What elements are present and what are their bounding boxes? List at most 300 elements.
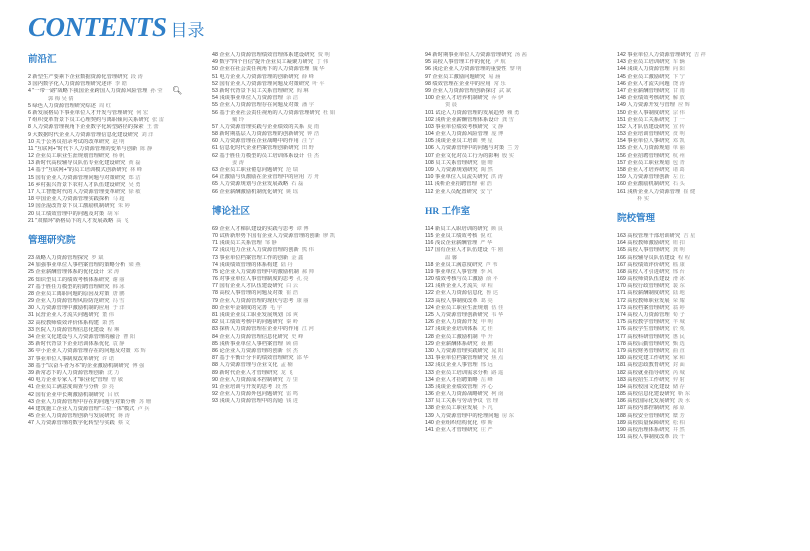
entry-author: 安 宁	[480, 188, 493, 195]
toc-entry[interactable]	[212, 95, 402, 102]
toc-entry[interactable]	[212, 66, 402, 73]
entry-title: 176 高校学生管理研究	[617, 326, 670, 333]
toc-entry[interactable]	[425, 74, 615, 81]
toc-entry[interactable]	[425, 413, 615, 420]
toc-entry[interactable]	[617, 233, 807, 240]
entry-author: 车 辆	[672, 59, 685, 66]
toc-entry[interactable]	[617, 283, 807, 290]
toc-entry[interactable]	[425, 427, 615, 434]
toc-entry[interactable]	[425, 319, 615, 326]
toc-entry[interactable]	[28, 81, 218, 88]
toc-entry[interactable]	[425, 298, 615, 305]
toc-entry[interactable]	[617, 413, 807, 420]
entry-author: 兰 芳	[507, 145, 520, 152]
toc-entry[interactable]	[617, 138, 807, 145]
toc-entry[interactable]	[28, 167, 218, 174]
entry-title: 105 浅谈企业员工培训	[425, 138, 478, 145]
entry-author: 谭 博	[296, 225, 309, 232]
entry-author: 周 红	[98, 102, 112, 109]
toc-entry[interactable]	[212, 341, 402, 348]
toc-entry[interactable]	[425, 362, 615, 369]
toc-entry[interactable]	[425, 348, 615, 355]
entry-title: 84 企业人力资源管理信息化研究	[212, 333, 289, 340]
entry-title: 163 高校管理干部培训研究	[617, 232, 681, 239]
entry-title: 132 浅议企业人事管理	[425, 362, 478, 369]
toc-entry[interactable]	[617, 319, 807, 326]
toc-entry[interactable]	[28, 196, 218, 203]
toc-entry[interactable]	[28, 399, 218, 406]
toc-entry[interactable]	[212, 370, 402, 377]
toc-entry[interactable]	[212, 269, 402, 276]
toc-entry[interactable]	[617, 334, 807, 341]
toc-entry[interactable]	[28, 305, 218, 312]
entry-author: 潘 宇	[301, 102, 314, 109]
toc-entry[interactable]	[28, 312, 218, 319]
toc-entry[interactable]	[28, 132, 218, 139]
toc-entry[interactable]	[425, 81, 615, 88]
entry-author: 傅 强	[132, 362, 145, 369]
entry-title: 85 浅析事业单位人事档案管理	[212, 340, 283, 347]
toc-entry[interactable]	[617, 66, 807, 73]
toc-entry[interactable]	[28, 291, 218, 298]
entry-author: 樊 星	[480, 138, 493, 145]
entry-author: 邓 凯	[672, 138, 685, 145]
toc-entry[interactable]	[425, 52, 615, 59]
toc-entry[interactable]	[425, 247, 615, 254]
toc-entry[interactable]	[28, 320, 218, 327]
entry-author: 甘 雨	[672, 87, 685, 94]
toc-entry[interactable]	[617, 341, 807, 348]
entry-title: 39 新常态下的人力资源管理创新	[28, 369, 105, 376]
toc-entry[interactable]	[425, 189, 615, 196]
toc-entry[interactable]	[212, 319, 402, 326]
entry-title: 15 国有企业人力资源管理问题与对策研究	[28, 174, 126, 181]
entry-author: 庄 严	[480, 427, 493, 433]
toc-entry[interactable]	[617, 269, 807, 276]
toc-entry[interactable]	[425, 167, 615, 174]
toc-entry[interactable]	[425, 233, 615, 240]
toc-entry[interactable]	[617, 348, 807, 355]
toc-entry[interactable]	[425, 398, 615, 405]
toc-entry[interactable]	[212, 153, 402, 160]
toc-entry[interactable]	[28, 284, 218, 291]
toc-entry[interactable]	[425, 290, 615, 297]
toc-entry[interactable]	[425, 377, 615, 384]
toc-entry[interactable]	[212, 255, 402, 262]
toc-entry[interactable]	[617, 420, 807, 427]
toc-entry[interactable]	[212, 348, 402, 355]
toc-entry[interactable]	[28, 88, 218, 95]
entry-author: 翁 婷	[672, 304, 685, 311]
toc-entry[interactable]	[28, 160, 218, 167]
entry-author: 封 面	[672, 362, 685, 369]
entry-title: 6 新发展格局下事业单位人才开发与管理研究	[28, 109, 134, 116]
toc-entry[interactable]	[212, 298, 402, 305]
entry-title: 122 企业人力资源信息化	[425, 290, 483, 297]
entry-title: 170 高校行政管理研究	[617, 283, 670, 290]
entry-author: 井 然	[672, 427, 685, 433]
toc-entry[interactable]	[617, 131, 807, 138]
entry-title: 177 高校科研管理研究	[617, 333, 670, 340]
entry-author: 钟 浩	[307, 131, 320, 138]
toc-entry[interactable]	[28, 277, 218, 284]
toc-entry[interactable]	[425, 131, 615, 138]
toc-entry[interactable]	[617, 153, 807, 160]
entry-author: 吉 祥	[693, 52, 706, 58]
toc-entry[interactable]	[28, 392, 218, 399]
toc-entry[interactable]	[28, 103, 218, 110]
toc-entry[interactable]	[28, 211, 218, 218]
toc-entry[interactable]	[28, 189, 218, 196]
toc-column-3	[425, 52, 615, 434]
toc-entry[interactable]	[425, 153, 615, 160]
toc-entry[interactable]	[212, 110, 402, 117]
entry-author: 家 和	[672, 355, 685, 362]
toc-entry[interactable]	[212, 88, 402, 95]
toc-entry[interactable]	[212, 305, 402, 312]
entry-author: 江 河	[301, 326, 314, 333]
entry-author: 松 柏	[672, 419, 685, 426]
entry-author: 康 丽	[296, 297, 309, 304]
entry-title: 186 高校国际化发展研究	[617, 398, 675, 405]
entry-title: 112 企业人员配置研究	[425, 188, 478, 195]
toc-entry[interactable]	[425, 355, 615, 362]
toc-entry[interactable]	[617, 326, 807, 333]
toc-entry[interactable]	[212, 276, 402, 283]
toc-entry[interactable]	[425, 240, 615, 247]
entry-title: 147 企业薪酬管理研究	[617, 87, 670, 94]
toc-entry[interactable]	[425, 334, 615, 341]
toc-entry[interactable]	[617, 181, 807, 188]
entry-author: 左 丘	[672, 174, 685, 181]
toc-entry[interactable]	[425, 110, 615, 117]
toc-entry[interactable]	[28, 363, 218, 370]
toc-entry[interactable]	[28, 110, 218, 117]
toc-entry[interactable]	[425, 262, 615, 269]
toc-entry[interactable]	[617, 52, 807, 59]
entry-title: 61 信息化时代企业档案管理创新研究	[212, 145, 299, 152]
entry-author: 饶 涛	[672, 80, 685, 87]
toc-entry[interactable]	[617, 276, 807, 283]
entry-author: 於 菟	[672, 326, 685, 333]
entry-title: 133 企业员工培训需求分析	[425, 369, 489, 376]
entry-author: 杭 州	[672, 152, 685, 159]
toc-entry[interactable]	[28, 341, 218, 348]
toc-entry[interactable]	[212, 262, 402, 269]
toc-entry[interactable]	[28, 420, 218, 427]
toc-entry[interactable]	[425, 95, 615, 102]
entry-title: 45 企业人力资源管理创新与发展研究	[28, 413, 115, 420]
entry-author: 贾 明	[317, 52, 330, 58]
entry-title: 5 绿色人力资源管理研究综述	[28, 102, 96, 109]
entry-title: 120 绩效考核与员工激励	[425, 276, 483, 283]
toc-entry[interactable]	[28, 298, 218, 305]
toc-entry[interactable]	[28, 117, 218, 124]
entry-title: 181 高校思政教育研究	[617, 362, 670, 369]
entry-title: 183 高校招生工作研究	[617, 376, 670, 383]
entry-title: 56 基于企业社会责任视角的人力资源管理研究	[212, 109, 321, 116]
toc-entry[interactable]	[617, 377, 807, 384]
toc-entry[interactable]	[425, 283, 615, 290]
toc-entry[interactable]	[212, 391, 402, 398]
entry-title: 136 企业人力资源战略研究	[425, 391, 489, 398]
toc-entry[interactable]	[212, 355, 402, 362]
entry-author: 于 洋	[112, 305, 125, 312]
entry-author: 邴 原	[672, 405, 685, 412]
entry-title: 13 新时代高校辅导员队伍专业化建设研究	[28, 160, 126, 167]
entry-title: 20 员工绩效管理中的问题及对策	[28, 210, 105, 217]
toc-entry[interactable]	[617, 59, 807, 66]
toc-entry[interactable]	[617, 160, 807, 167]
toc-entry[interactable]	[425, 384, 615, 391]
toc-entry[interactable]	[425, 226, 615, 233]
toc-entry[interactable]	[617, 405, 807, 412]
toc-entry[interactable]	[212, 74, 402, 81]
toc-entry[interactable]	[425, 305, 615, 312]
toc-entry[interactable]	[212, 334, 402, 341]
toc-entry[interactable]	[212, 326, 402, 333]
toc-entry[interactable]	[425, 341, 615, 348]
entry-author: 赵 明	[112, 138, 125, 145]
toc-entry[interactable]	[617, 124, 807, 131]
toc-entry[interactable]	[617, 102, 807, 109]
toc-entry[interactable]	[212, 283, 402, 290]
toc-entry[interactable]	[425, 276, 615, 283]
entry-author: 洪 涛	[490, 174, 503, 181]
toc-entry[interactable]	[212, 226, 402, 233]
entry-title: 167 高校绩效评价研究	[617, 261, 670, 268]
toc-entry[interactable]	[617, 262, 807, 269]
toc-entry[interactable]	[28, 153, 218, 160]
toc-entry[interactable]	[617, 298, 807, 305]
toc-entry[interactable]	[28, 146, 218, 153]
toc-entry[interactable]	[617, 95, 807, 102]
toc-entry[interactable]	[617, 427, 807, 434]
toc-entry[interactable]	[28, 327, 218, 334]
entry-title: 76 对事业单位人事管理制度的思考	[212, 276, 294, 283]
toc-entry[interactable]	[425, 117, 615, 124]
toc-entry[interactable]	[212, 181, 402, 188]
toc-entry[interactable]	[28, 269, 218, 276]
toc-entry[interactable]	[617, 434, 807, 441]
entry-title: 29 企业人力资源管理风险防范研究	[28, 298, 110, 305]
entry-title: 138 企业员工职业发展	[425, 405, 478, 412]
toc-entry[interactable]	[212, 233, 402, 240]
entry-author: 冯 雪	[112, 298, 125, 305]
toc-entry[interactable]	[617, 362, 807, 369]
toc-entry[interactable]	[425, 174, 615, 181]
toc-entry[interactable]	[28, 139, 218, 146]
entry-author: 吴 勇	[128, 181, 141, 188]
entry-author: 龚 明	[672, 247, 685, 254]
entry-title: 33 医院人力资源管理信息化建设	[28, 326, 105, 333]
entry-author: 俞 平	[485, 276, 499, 283]
toc-entry[interactable]	[28, 262, 218, 269]
toc-entry[interactable]	[28, 356, 218, 363]
toc-entry[interactable]	[425, 145, 615, 152]
toc-entry[interactable]	[212, 81, 402, 88]
entry-title: 182 高校就业指导研究	[617, 369, 670, 376]
toc-entry[interactable]	[617, 174, 807, 181]
entry-author: 尹 航	[493, 59, 506, 66]
toc-entry[interactable]	[28, 182, 218, 189]
toc-entry[interactable]	[212, 384, 402, 391]
entry-author: 邓 辉	[133, 348, 146, 355]
entry-continuation: 戴 玲	[232, 116, 245, 123]
toc-entry[interactable]	[212, 174, 402, 181]
toc-entry[interactable]	[617, 240, 807, 247]
entry-title: 94 新时期事业单位人力资源管理研究	[425, 52, 512, 58]
entry-author: 苏 珊	[139, 398, 152, 405]
entry-author: 曹 阳	[123, 334, 136, 340]
toc-entry[interactable]	[28, 370, 218, 377]
entry-title: 44 建筑施工企业人力资源管理"三位一体"模式	[28, 405, 135, 412]
entry-title: 30 人力资源管理中激励机制的应用	[28, 305, 110, 312]
toc-entry[interactable]	[212, 398, 402, 405]
toc-entry[interactable]	[28, 384, 218, 391]
toc-entry[interactable]	[28, 74, 218, 81]
toc-entry[interactable]	[425, 370, 615, 377]
toc-entry[interactable]	[212, 362, 402, 369]
toc-entry[interactable]	[28, 377, 218, 384]
entry-author: 吕 欣	[107, 391, 120, 398]
toc-entry[interactable]	[617, 189, 807, 196]
entry-author: 田 野	[301, 145, 314, 152]
toc-entry[interactable]	[617, 167, 807, 174]
entry-author: 陶 然	[480, 167, 493, 173]
entry-title: 184 高校校园文化建设	[617, 383, 670, 390]
entry-author: 李 皓	[114, 81, 127, 88]
entry-title: 41 企业员工满意度调查与分析	[28, 384, 99, 391]
toc-entry[interactable]	[425, 312, 615, 319]
toc-entry[interactable]	[425, 181, 615, 188]
entry-title: 10 关于公务员招录考试的改革研究	[28, 138, 110, 145]
toc-entry[interactable]	[617, 247, 807, 254]
toc-entry[interactable]	[617, 88, 807, 95]
entry-author: 滑 冰	[672, 276, 685, 283]
toc-entry[interactable]	[28, 175, 218, 182]
toc-entry[interactable]	[212, 131, 402, 138]
entry-author: 路 遥	[491, 369, 504, 376]
entry-author: 常 乐	[493, 80, 506, 87]
toc-entry[interactable]	[425, 391, 615, 398]
toc-entry[interactable]	[212, 59, 402, 66]
entry-author: 包 青	[672, 159, 685, 166]
toc-entry[interactable]	[425, 405, 615, 412]
entry-author: 殷 实	[501, 152, 514, 159]
entry-title: 47 人力资源管理的数字化转型与实践	[28, 420, 115, 427]
toc-entry[interactable]	[212, 145, 402, 152]
toc-entry[interactable]	[617, 355, 807, 362]
toc-entry[interactable]	[425, 59, 615, 66]
toc-entry[interactable]	[212, 167, 402, 174]
entry-title: 70 试析新形势下国有企业人力资源管理的创新	[212, 232, 321, 239]
toc-entry[interactable]	[212, 240, 402, 247]
toc-entry[interactable]	[617, 117, 807, 124]
toc-entry[interactable]	[28, 334, 218, 341]
entry-author: 沈 力	[107, 369, 120, 376]
entry-title: 116 浅议企业薪酬管理	[425, 240, 478, 247]
toc-entry[interactable]	[212, 290, 402, 297]
entry-title: 57 人力资源管理实践与企业绩效的关系	[212, 123, 305, 130]
entry-author: 钮 扣	[672, 240, 685, 247]
entry-author: 乔 伊	[491, 95, 504, 102]
toc-entry[interactable]	[425, 66, 615, 73]
entry-title: 131 事业单位档案管理研究	[425, 355, 489, 362]
toc-entry[interactable]	[212, 52, 402, 59]
toc-entry[interactable]	[28, 203, 218, 210]
entry-title: 48 企业人力资源管理绩效管理体系建设研究	[212, 52, 315, 58]
entry-author: 晁 阳	[491, 347, 504, 354]
toc-entry[interactable]	[617, 398, 807, 405]
toc-entry[interactable]	[212, 247, 402, 254]
toc-entry[interactable]	[212, 102, 402, 109]
entry-title: 127 浅谈企业培训体系	[425, 326, 478, 333]
toc-entry[interactable]	[617, 145, 807, 152]
toc-entry[interactable]	[617, 391, 807, 398]
entry-title: 148 企业绩效考核研究	[617, 95, 670, 102]
entry-title: 151 企业员工关系研究	[617, 116, 670, 123]
toc-entry[interactable]	[212, 124, 402, 131]
entry-author: 汲 水	[677, 398, 691, 405]
entry-continuation: 姜 涛	[232, 159, 245, 166]
entry-title: 165 高校人事管理研究	[617, 247, 670, 254]
toc-entry[interactable]	[617, 74, 807, 81]
toc-entry[interactable]	[28, 255, 218, 262]
entry-author: 顾 倩	[285, 340, 299, 347]
entry-author: 荀 子	[672, 312, 685, 318]
toc-entry[interactable]	[425, 88, 615, 95]
toc-entry[interactable]	[212, 138, 402, 145]
entry-title: 168 高校人才引进研究	[617, 268, 670, 275]
toc-entry[interactable]	[212, 189, 402, 196]
toc-column-4	[617, 52, 807, 441]
entry-title: 164 高校教师激励研究	[617, 240, 670, 247]
toc-entry[interactable]	[28, 413, 218, 420]
toc-entry[interactable]	[425, 326, 615, 333]
entry-author: 姚 瑶	[285, 188, 299, 195]
toc-entry[interactable]	[28, 124, 218, 131]
toc-entry[interactable]	[425, 420, 615, 427]
toc-entry[interactable]	[425, 160, 615, 167]
toc-entry[interactable]	[28, 218, 218, 225]
toc-entry[interactable]	[425, 124, 615, 131]
toc-entry[interactable]	[617, 255, 807, 262]
toc-entry[interactable]	[425, 269, 615, 276]
entry-title: 175 高校教学管理研究	[617, 319, 670, 326]
toc-entry[interactable]	[212, 312, 402, 319]
toc-entry[interactable]	[425, 138, 615, 145]
entry-title: 17 人工智能时代的人力资源管理变革研究	[28, 189, 126, 195]
entry-author: 薛 峰	[301, 73, 314, 80]
toc-entry[interactable]	[617, 290, 807, 297]
toc-entry[interactable]	[617, 110, 807, 117]
toc-entry[interactable]	[617, 305, 807, 312]
entry-title: 34 企业文化建设与人力资源管理的融合	[28, 334, 121, 340]
toc-entry[interactable]	[617, 370, 807, 377]
toc-entry[interactable]	[617, 81, 807, 88]
toc-entry[interactable]	[28, 348, 218, 355]
entry-title: 49 数字"四个自信"提升企业员工凝聚力研究	[212, 59, 314, 66]
toc-entry[interactable]	[28, 406, 218, 413]
entry-title: 65 人力资源规划与企业发展战略	[212, 181, 289, 188]
entry-author: 颜 良	[490, 225, 503, 232]
toc-entry[interactable]	[617, 384, 807, 391]
entry-author: 柯 南	[491, 391, 504, 398]
entry-author: 刘 洋	[141, 131, 154, 138]
toc-entry[interactable]	[617, 312, 807, 319]
toc-entry[interactable]	[212, 377, 402, 384]
